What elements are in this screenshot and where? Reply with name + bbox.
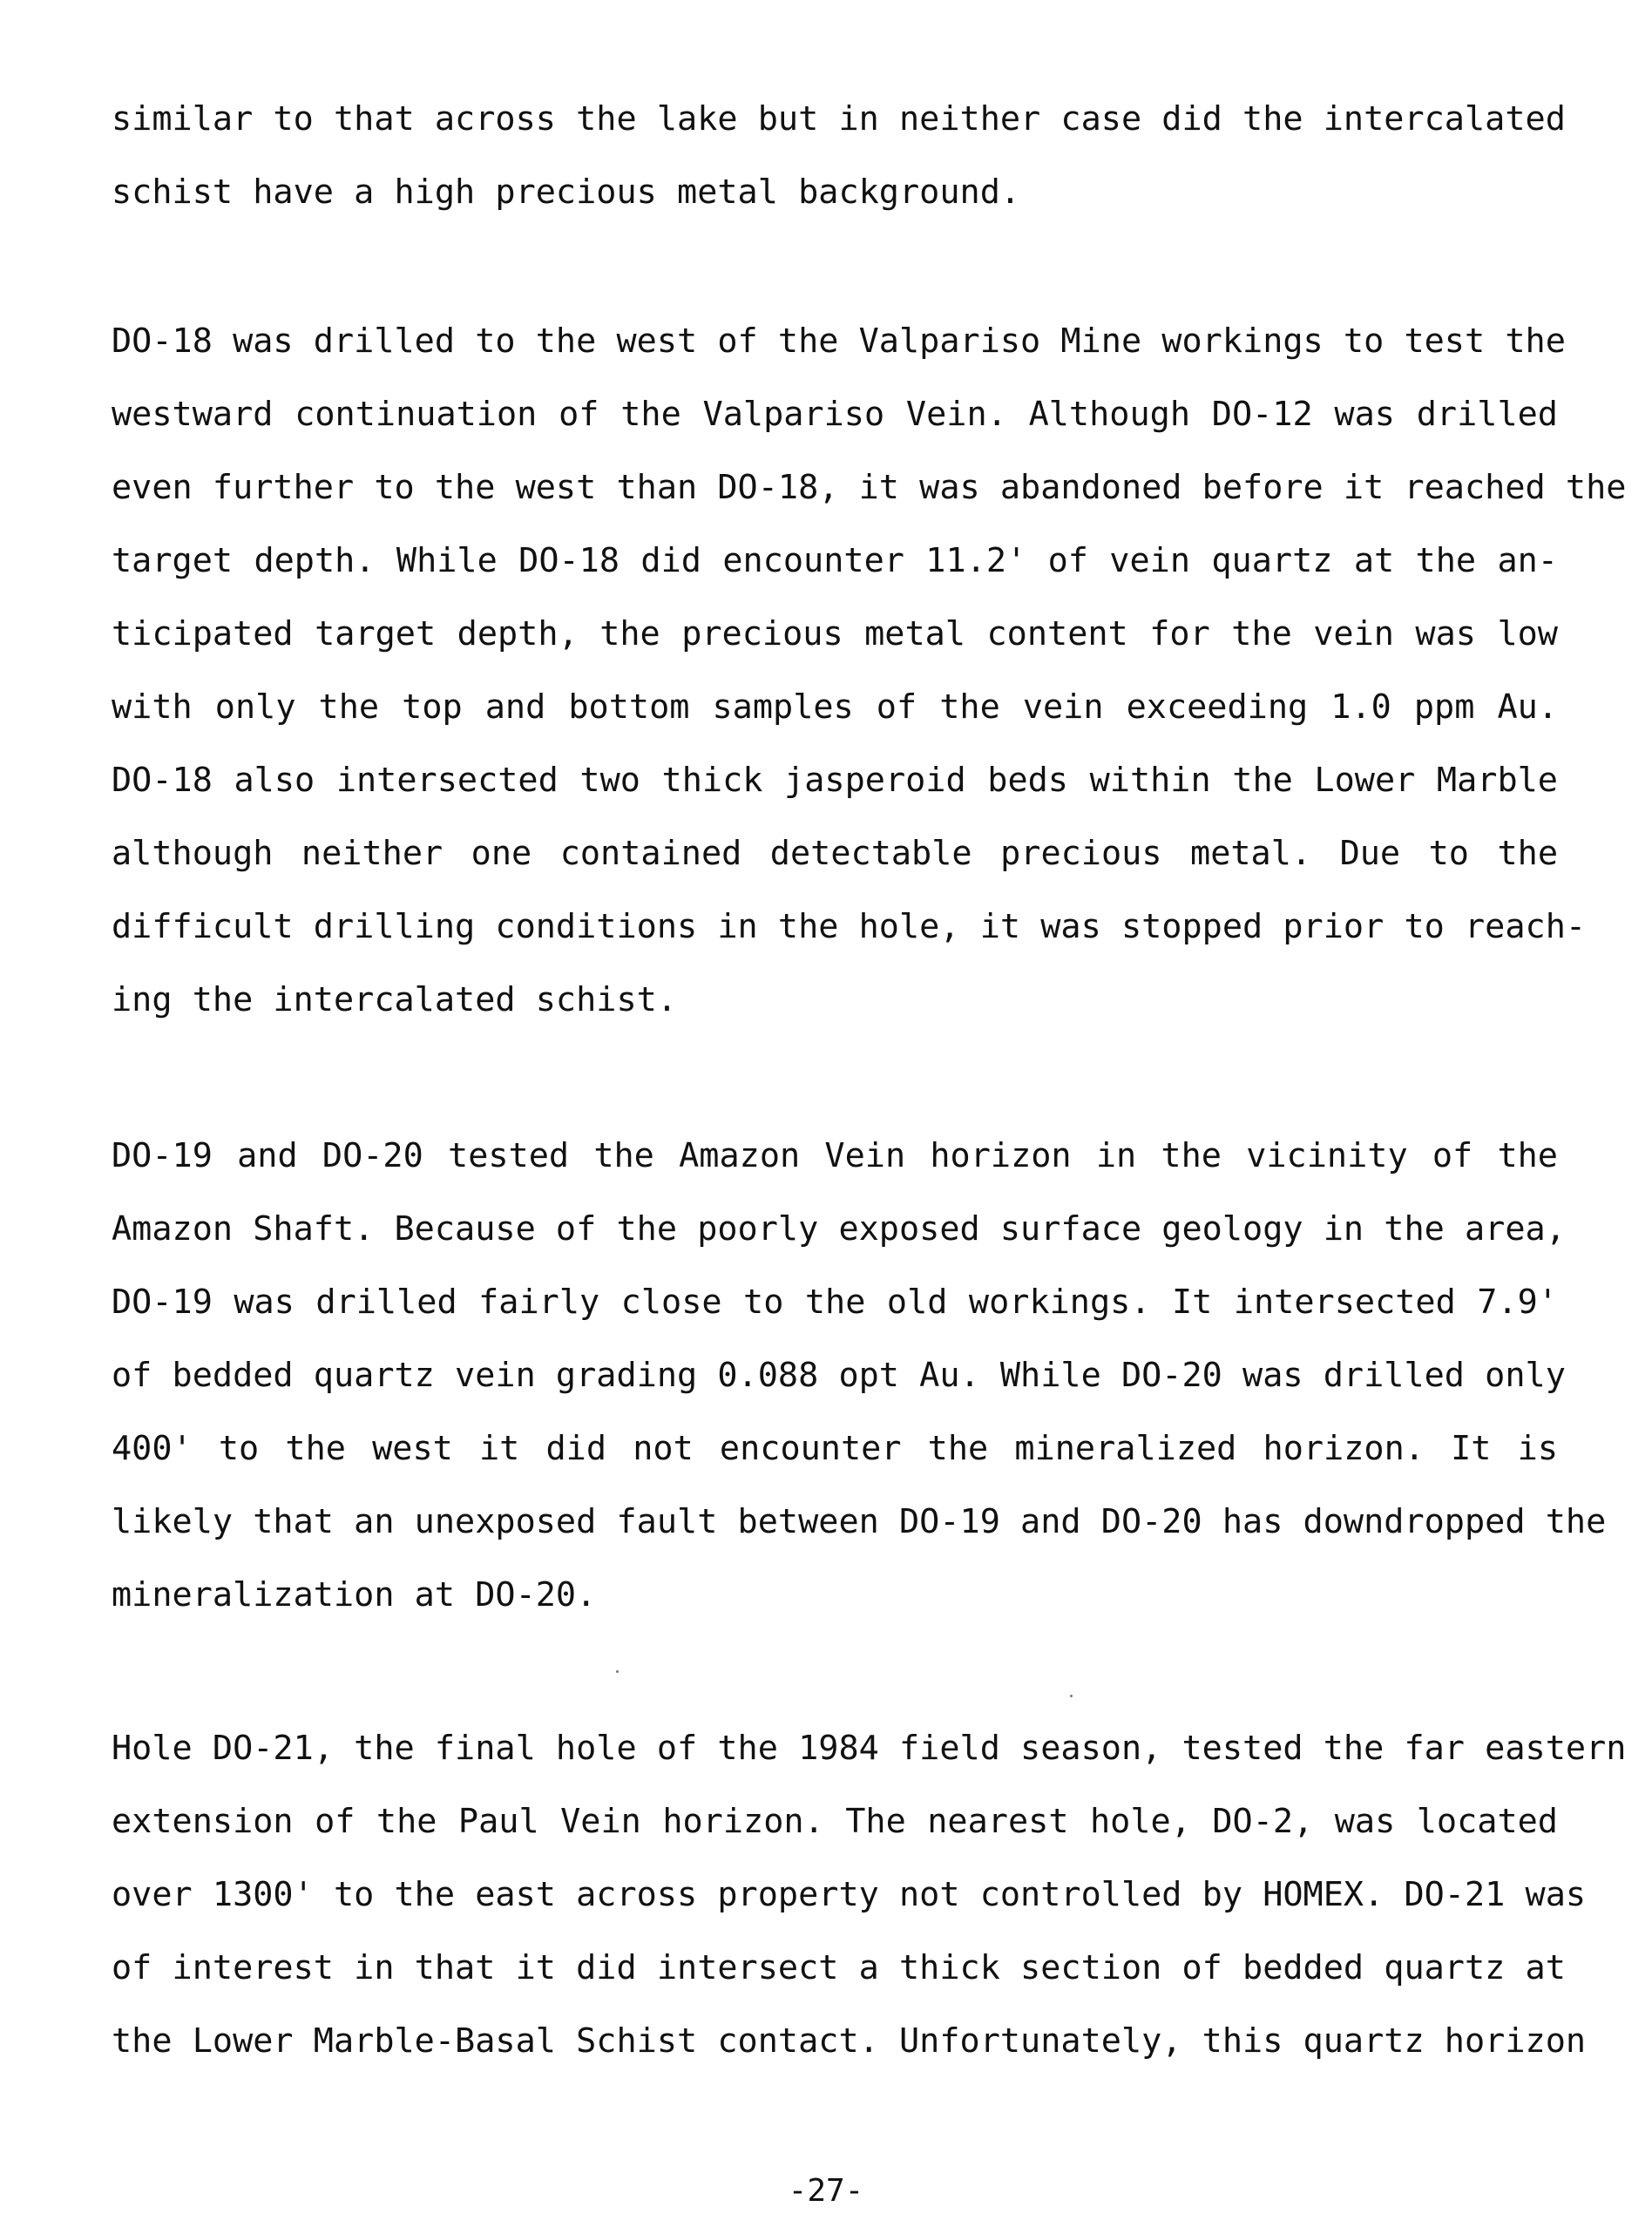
text-line: similar to that across the lake but in neither case did the intercalated [112,99,1566,139]
text-line: of bedded quartz vein grading 0.088 opt Au. While DO-20 was drilled only [112,1356,1566,1395]
text-line: extension of the Paul Vein horizon. The nearest hole, DO-2, was located [112,1802,1558,1841]
paragraph-do-19-do-20 [112,1120,1607,1632]
text-line: even further to the west than DO-18, it was abandoned before it reached the [112,468,1627,507]
scan-speck [1070,1695,1073,1697]
text-line: over 1300' to the east across property not controlled by HOMEX. DO-21 was [112,1875,1587,1914]
text-line: target depth. While DO-18 did encounter 11.2' of vein quartz at the an- [112,541,1558,580]
text-line: the Lower Marble-Basal Schist contact. Unfortunately, this quartz horizon [112,2021,1587,2061]
text-line: DO-19 and DO-20 tested the Amazon Vein horizon in the vicinity of the [112,1136,1558,1175]
paragraph-do-18 [112,305,1627,1037]
text-line: ing the intercalated schist. [112,980,678,1019]
text-line: DO-18 also intersected two thick jasperoid beds within the Lower Marble [112,761,1558,800]
text-line: with only the top and bottom samples of the vein exceeding 1.0 ppm Au. [112,687,1558,727]
text-line: 400' to the west it did not encounter the mineralized horizon. It is [112,1429,1558,1468]
text-line: likely that an unexposed fault between DO-19 and DO-20 has downdropped the [112,1502,1607,1541]
text-line: westward continuation of the Valpariso Vein. Although DO-12 was drilled [112,395,1558,434]
text-line: difficult drilling conditions in the hole, it was stopped prior to reach- [112,907,1587,946]
text-line: DO-18 was drilled to the west of the Valpariso Mine workings to test the [112,322,1566,361]
page-number: -27- [788,2173,864,2209]
paragraph-intercalated-schist [112,83,1566,229]
scan-speck [616,1670,619,1673]
text-line: mineralization at DO-20. [112,1575,597,1615]
text-line: DO-19 was drilled fairly close to the old workings. It intersected 7.9' [112,1283,1558,1322]
text-line: Hole DO-21, the final hole of the 1984 field season, tested the far eastern [112,1729,1627,1768]
text-line: Amazon Shaft. Because of the poorly exposed surface geology in the area, [112,1209,1566,1249]
text-line: although neither one contained detectable precious metal. Due to the [112,834,1558,873]
paragraph-do-21 [112,1712,1627,2078]
text-line: ticipated target depth, the precious metal content for the vein was low [112,614,1558,653]
text-line: schist have a high precious metal background. [112,173,1021,212]
text-line: of interest in that it did intersect a thick section of bedded quartz at [112,1948,1566,1987]
